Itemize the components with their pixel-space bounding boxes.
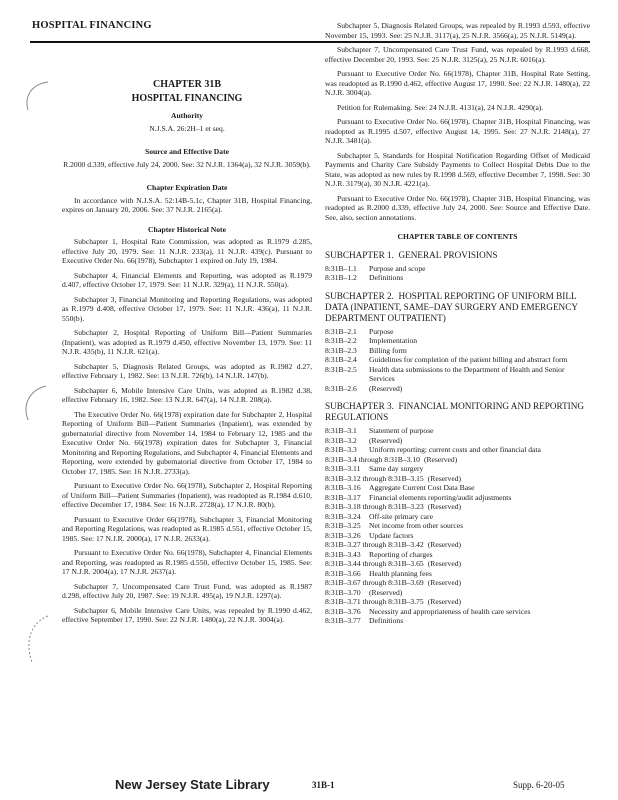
toc-section-title: Aggregate Current Cost Data Base [369,483,475,492]
toc-section-number: 8:31B–1.2 [325,273,357,282]
toc-section-number: 8:31B–3.17 [325,492,361,502]
toc-section-title: Financial elements reporting/audit adjustments [369,492,512,502]
toc-entry [325,512,590,522]
history-note: The Executive Order No. 66(1978) expiration date for Subchapter 2, Hospital Reporting of Uniform Bill—Patient Summaries (Inpatient), was extended by gubernatorial directive from November 14, 1984 to February 12, 1985 and the Executive Order No. 66(1978) expiration dates for Subchapter 3, Financial Monitoring and Reporting Regulations, and Subchapter 4, Financial Elements and Reporting, were extended by gubernatorial directive from October 17, 1984 to October 17, 1985. See: 16 N.J.R. 2733(a). [62,409,312,476]
source-text: R.2000 d.339, effective July 24, 2000. See: 32 N.J.R. 1364(a), 32 N.J.R. 3059(b). [63,159,311,169]
toc-section-title: Guidelines for completion of the patient billing and abstract form [369,355,568,364]
toc-section-title: (Reserved) [423,454,458,464]
toc-section-number: 8:31B–3.18 through 8:31B–3.23 [325,502,424,511]
toc-entry [325,540,590,550]
chapter-title: HOSPITAL FINANCING [131,92,243,104]
history-note: Subchapter 2, Hospital Reporting of Uniform Bill—Patient Summaries (Inpatient), was adopted as R.1979 d.450, effective November 13, 1979. See: 11 N.J.R. 435(b), 11 N.J.R. 621(a). [62,328,312,356]
toc-section-title: Same day surgery [369,464,424,473]
toc-section-number: 8:31B–3.1 [325,426,357,435]
history-note: Subchapter 7, Uncompensated Care Trust Fund, was adopted as R.1987 d.298, effective July 20, 1987. See: 19 N.J.R. 495(a), 19 N.J.R. 1297(a). [62,581,312,600]
toc-entry [325,384,590,394]
toc-entry [325,483,590,493]
library-stamp: New Jersey State Library [115,777,270,792]
toc-section-number: 8:31B–2.4 [325,355,357,364]
toc-section-title: Statement of purpose [369,426,434,435]
history-note: Subchapter 5, Diagnosis Related Groups, was adopted as R.1982 d.27, effective February 1, 1982. See: 13 N.J.R. 726(b), 14 N.J.R. 147(b). [62,361,312,380]
toc-section-title: Net income from other sources [369,521,464,530]
toc-section-title: Purpose [369,326,394,336]
toc-section-title: Reporting of charges [369,549,433,559]
toc-entry [325,559,590,569]
toc-entry [325,493,590,503]
toc-entry [325,436,590,446]
toc-entry [325,502,590,512]
toc-section-title: (Reserved) [427,559,462,568]
toc-title: CHAPTER TABLE OF CONTENTS [397,232,518,241]
history-note: Subchapter 5, Diagnosis Related Groups, was repealed by R.1993 d.593, effective November 15, 1993. See: 25 N.J.R. 3117(a), 25 N.J.R. 3566(a), 25 N.J.R. 5149(a). [325,21,590,40]
toc-entry [325,531,590,541]
history-note: Subchapter 7, Uncompensated Care Trust Fund, was repealed by R.1993 d.668, effective December 20, 1993. See: 25 N.J.R. 3125(a), 25 N.J.R. 6016(a). [325,45,590,64]
history-note: Pursuant to Executive Order No. 66(1978), Chapter 31B, Hospital Financing, was readopted as R.1995 d.507, effective August 14, 1995. See: 27 N.J.R. 2148(a), 27 N.J.R. 3481(a). [325,117,590,145]
chapter-number: CHAPTER 31B [152,79,222,90]
toc-section-number: 8:31B–2.1 [325,326,357,336]
toc-entry [325,336,590,346]
toc-entry [325,607,590,617]
toc-section-title: (Reserved) [369,383,403,393]
toc-section-number: 8:31B–3.43 [325,549,361,559]
toc-section-title: Implementation [369,336,418,345]
scan-mark-top [18,78,58,118]
toc-subchapter-heading: SUBCHAPTER 2. HOSPITAL REPORTING OF UNIFORM BILL DATA (INPATIENT, SAME–DAY SURGERY AND EMERGENCY DEPARTMENT OUTPATIENT) [325,290,578,323]
right-column [325,21,590,626]
history-note: Pursuant to Executive Order No. 66(1978), Chapter 31B, Hospital Rate Setting, was readopted as R.1990 d.462, effective August 17, 1990. See: 22 N.J.R. 1480(a), 22 N.J.R. 3004(a). [325,69,590,97]
toc-section-number: 8:31B–3.25 [325,521,361,530]
toc-section-title: Health planning fees [369,568,432,578]
toc-entry [325,578,590,588]
toc-section-title: (Reserved) [427,578,462,587]
history-note: Pursuant to Executive Order No. 66(1978), Subchapter 4, Financial Elements and Reporting, was readopted as R.1985 d.550, effective October 15, 1985. See: 17 N.J.R. 2004(a), 17 N.J.R. 2637(a). [62,548,312,576]
toc-section-number: 8:31B–2.6 [325,383,357,393]
toc-section-title: (Reserved) [427,540,462,549]
toc-section-title: Health data submissions to the Department of Health and Senior Services [369,364,565,383]
supplement-date: Supp. 6-20-05 [513,780,565,790]
toc-section-title: Purpose and scope [369,263,426,273]
toc-entry [325,273,590,283]
toc-section-title: Definitions [369,616,404,625]
history-note: Pursuant to Executive Order No. 66(1978), Subchapter 2, Hospital Reporting of Uniform Bill—Patient Summaries (Inpatient), was readopted as R.1984 d.610, effective December 17, 1984. See: 16 N.J.R. 2728(a), 17 N.J.R. 80(b). [62,481,312,509]
toc-section-title: Update factors [369,530,414,540]
expiration-text: In accordance with N.J.S.A. 52:14B-5.1c, Chapter 31B, Hospital Financing, expires on January 20, 2006. See: 37 N.J.R. 2165(a). [62,195,312,214]
history-note: Subchapter 6, Mobile Intensive Care Units, was repealed by R.1990 d.462, effective September 17, 1990. See: 22 N.J.R. 1480(a), 22 N.J.R. 3004(a). [62,605,312,624]
toc-entry [325,474,590,484]
authority-text: N.J.S.A. 26:2H–1 et seq. [149,123,225,133]
source-heading: Source and Effective Date [144,147,229,156]
toc-subchapter-heading: SUBCHAPTER 3. FINANCIAL MONITORING AND REPORTING REGULATIONS [325,401,585,422]
toc-section-number: 8:31B–3.3 [325,445,357,454]
toc-entry [325,264,590,274]
history-note: Pursuant to Executive Order No. 66(1978), Chapter 31B, Hospital Financing, was readopted as R.2000 d.339, effective July 24, 2000. See: Source and Effective Date. See, also, section annotations. [325,193,590,222]
history-note: Subchapter 6, Mobile Intensive Care Units, was adopted as R.1982 d.38, effective February 16, 1982. See: 13 N.J.R. 647(a), 14 N.J.R. 208(a). [62,385,312,404]
toc-section-title: Off-site primary care [369,511,433,521]
toc-section-title: (Reserved) [369,587,403,597]
page-number: 31B-1 [312,780,335,790]
authority-heading: Authority [170,111,204,120]
toc-entry [325,597,590,607]
toc-entry [325,588,590,598]
toc-section-number: 8:31B–3.70 [325,587,361,597]
toc-entry [325,569,590,579]
toc-section-number: 8:31B–3.2 [325,435,357,445]
toc-entry [325,521,590,531]
scan-mark-middle [14,380,54,430]
toc-section-title: (Reserved) [427,597,462,606]
toc-section-title: (Reserved) [369,435,403,445]
toc-section-title: Definitions [369,273,404,282]
toc-subchapter-heading: SUBCHAPTER 1. GENERAL PROVISIONS [325,249,498,260]
toc-entry [325,355,590,365]
toc-section-title: Billing form [369,345,407,355]
history-note: Subchapter 5, Standards for Hospital Notification Regarding Offset of Medicaid Payments and Charity Care Subsidy Payments to Collect Hospital Debts Due to the State, was adopted as new rules by R.1998 d.569, effective December 7, 1998. See: 30 N.J.R. 3179(a), 30 N.J.R. 4221(a). [325,150,590,188]
history-notes-left [62,237,312,625]
history-note: Subchapter 4, Financial Elements and Reporting, was adopted as R.1979 d.407, effective October 17, 1979. See: 11 N.J.R. 329(a), 11 N.J.R. 550(a). [62,270,312,289]
toc-section-number: 8:31B–3.12 through 8:31B–3.15 [325,473,424,483]
history-note: Subchapter 3, Financial Monitoring and Reporting Regulations, was adopted as R.1979 d.408, effective October 17, 1979. See: 11 N.J.R. 436(a), 11 N.J.R. 550(b). [62,294,312,323]
toc-entry [325,616,590,626]
toc-section-number: 8:31B–3.24 [325,511,361,521]
history-notes-right [325,21,590,222]
toc-section-title: (Reserved) [427,473,462,483]
toc-section-title: Uniform reporting: current costs and other financial data [369,445,541,454]
toc-section-number: 8:31B–2.3 [325,345,357,355]
toc-entry [325,445,590,455]
toc-section-number: 8:31B–3.27 through 8:31B–3.42 [325,540,424,549]
history-note: Petition for Rulemaking. See: 24 N.J.R. 4131(a), 24 N.J.R. 4290(a). [337,102,544,112]
toc-section-number: 8:31B–3.67 through 8:31B–3.69 [325,578,424,587]
toc-section-title: Necessity and appropriateness of health care services [369,606,531,616]
toc-section-number: 8:31B–3.26 [325,530,361,540]
toc-entry [325,365,590,384]
scan-mark-bottom [18,610,58,670]
toc-entry [325,327,590,337]
toc-section-number: 8:31B–3.4 through 8:31B–3.10 [325,454,420,464]
toc-entry [325,455,590,465]
toc-section-number: 8:31B–1.1 [325,263,357,273]
table-of-contents [325,250,590,626]
history-heading: Chapter Historical Note [148,224,226,234]
toc-section-number: 8:31B–3.77 [325,616,361,625]
toc-section-number: 8:31B–2.2 [325,336,357,345]
history-note: Subchapter 1, Hospital Rate Commission, was adopted as R.1979 d.285, effective July 20, 1979. See: 11 N.J.R. 233(a), 11 N.J.R. 439(c). Pursuant to Executive Order No. 66(1978), Subchapter 1 expired on July 19, 1984. [62,237,312,265]
toc-section-number: 8:31B–3.16 [325,483,361,492]
history-note: Pursuant to Executive Order 66(1978), Subchapter 3, Financial Monitoring and Reporting Regulations, was readopted as R.1985 d.551, effective October 15, 1985. See: 17 N.J.R. 2000(a), 17 N.J.R. 2633(a). [62,514,312,543]
toc-section-number: 8:31B–3.66 [325,568,361,578]
toc-section-number: 8:31B–3.44 through 8:31B–3.65 [325,559,424,568]
expiration-heading: Chapter Expiration Date [146,183,228,192]
toc-entry [325,464,590,474]
left-column [62,60,312,630]
toc-entry [325,346,590,356]
toc-entry [325,426,590,436]
toc-entry [325,550,590,560]
toc-section-title: (Reserved) [427,502,462,511]
running-header: HOSPITAL FINANCING [32,20,152,31]
toc-section-number: 8:31B–2.5 [325,364,357,374]
toc-section-number: 8:31B–3.76 [325,606,361,616]
toc-section-number: 8:31B–3.71 through 8:31B–3.75 [325,597,424,606]
toc-section-number: 8:31B–3.11 [325,464,361,473]
